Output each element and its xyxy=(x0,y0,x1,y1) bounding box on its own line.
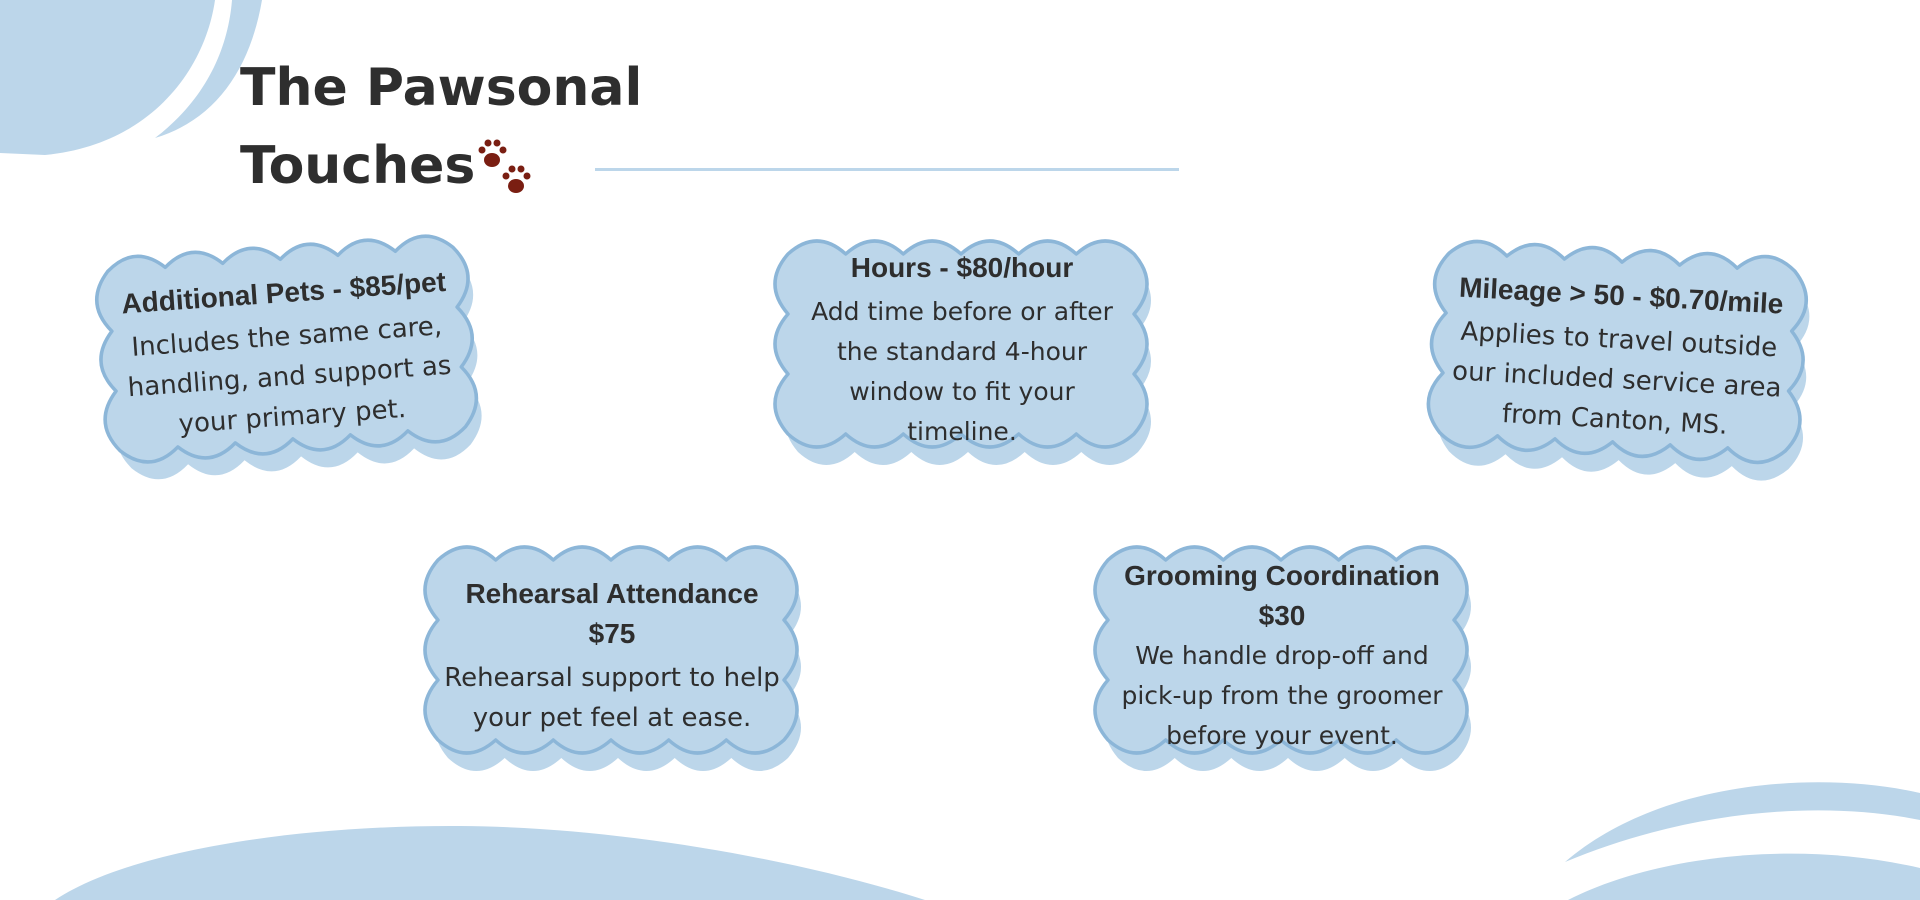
desc-line: Rehearsal support to help xyxy=(444,663,780,693)
desc-line: Add time before or after xyxy=(811,297,1113,326)
service-card-mileage xyxy=(1411,218,1824,499)
page-title-line-2: Touches xyxy=(240,136,476,196)
bottom-right-arc xyxy=(1565,782,1920,862)
service-card-hours xyxy=(762,220,1162,480)
paw-prints-icon xyxy=(476,134,534,198)
bottom-wave xyxy=(55,826,925,900)
card-heading: Mileage > 50 - $0.70/mile xyxy=(1458,271,1785,320)
top-left-blob xyxy=(0,0,215,155)
desc-line: our included service area xyxy=(1451,356,1783,404)
service-card-additional-pets xyxy=(79,211,496,498)
card-content xyxy=(1441,219,1794,496)
service-card-grooming-coordination xyxy=(1082,526,1482,786)
card-heading: Hours - $80/hour xyxy=(850,252,1074,283)
card-description xyxy=(444,658,780,738)
card-content xyxy=(1112,526,1452,786)
desc-line: Includes the same care, xyxy=(130,311,443,363)
card-description xyxy=(1121,636,1442,756)
card-heading: Additional Pets - $85/pet xyxy=(120,265,447,320)
desc-line: your primary pet. xyxy=(177,393,407,440)
desc-line: the standard 4-hour xyxy=(837,337,1087,366)
card-price: $30 xyxy=(1258,600,1306,631)
card-heading: Rehearsal Attendance xyxy=(465,578,759,609)
card-content xyxy=(792,220,1132,480)
desc-line: before your event. xyxy=(1166,721,1398,750)
desc-line: handling, and support as xyxy=(126,350,453,404)
desc-line: We handle drop-off and xyxy=(1135,641,1429,670)
desc-line: Applies to travel outside xyxy=(1459,316,1778,364)
desc-line: from Canton, MS. xyxy=(1501,399,1729,441)
card-content xyxy=(442,526,782,786)
desc-line: pick-up from the groomer xyxy=(1121,681,1443,710)
card-heading: Grooming Coordination xyxy=(1124,560,1440,591)
page-title-line-1: The Pawsonal xyxy=(240,58,643,118)
service-card-rehearsal-attendance xyxy=(412,526,812,786)
card-price: $75 xyxy=(588,618,636,649)
card-description xyxy=(1449,311,1785,448)
desc-line: window to fit your timeline. xyxy=(849,377,1075,446)
title-divider xyxy=(595,168,1179,171)
card-description xyxy=(124,306,456,448)
desc-line: your pet feel at ease. xyxy=(472,703,752,733)
card-content xyxy=(109,213,466,496)
bottom-right-blob xyxy=(1568,854,1920,900)
card-description xyxy=(792,292,1132,452)
